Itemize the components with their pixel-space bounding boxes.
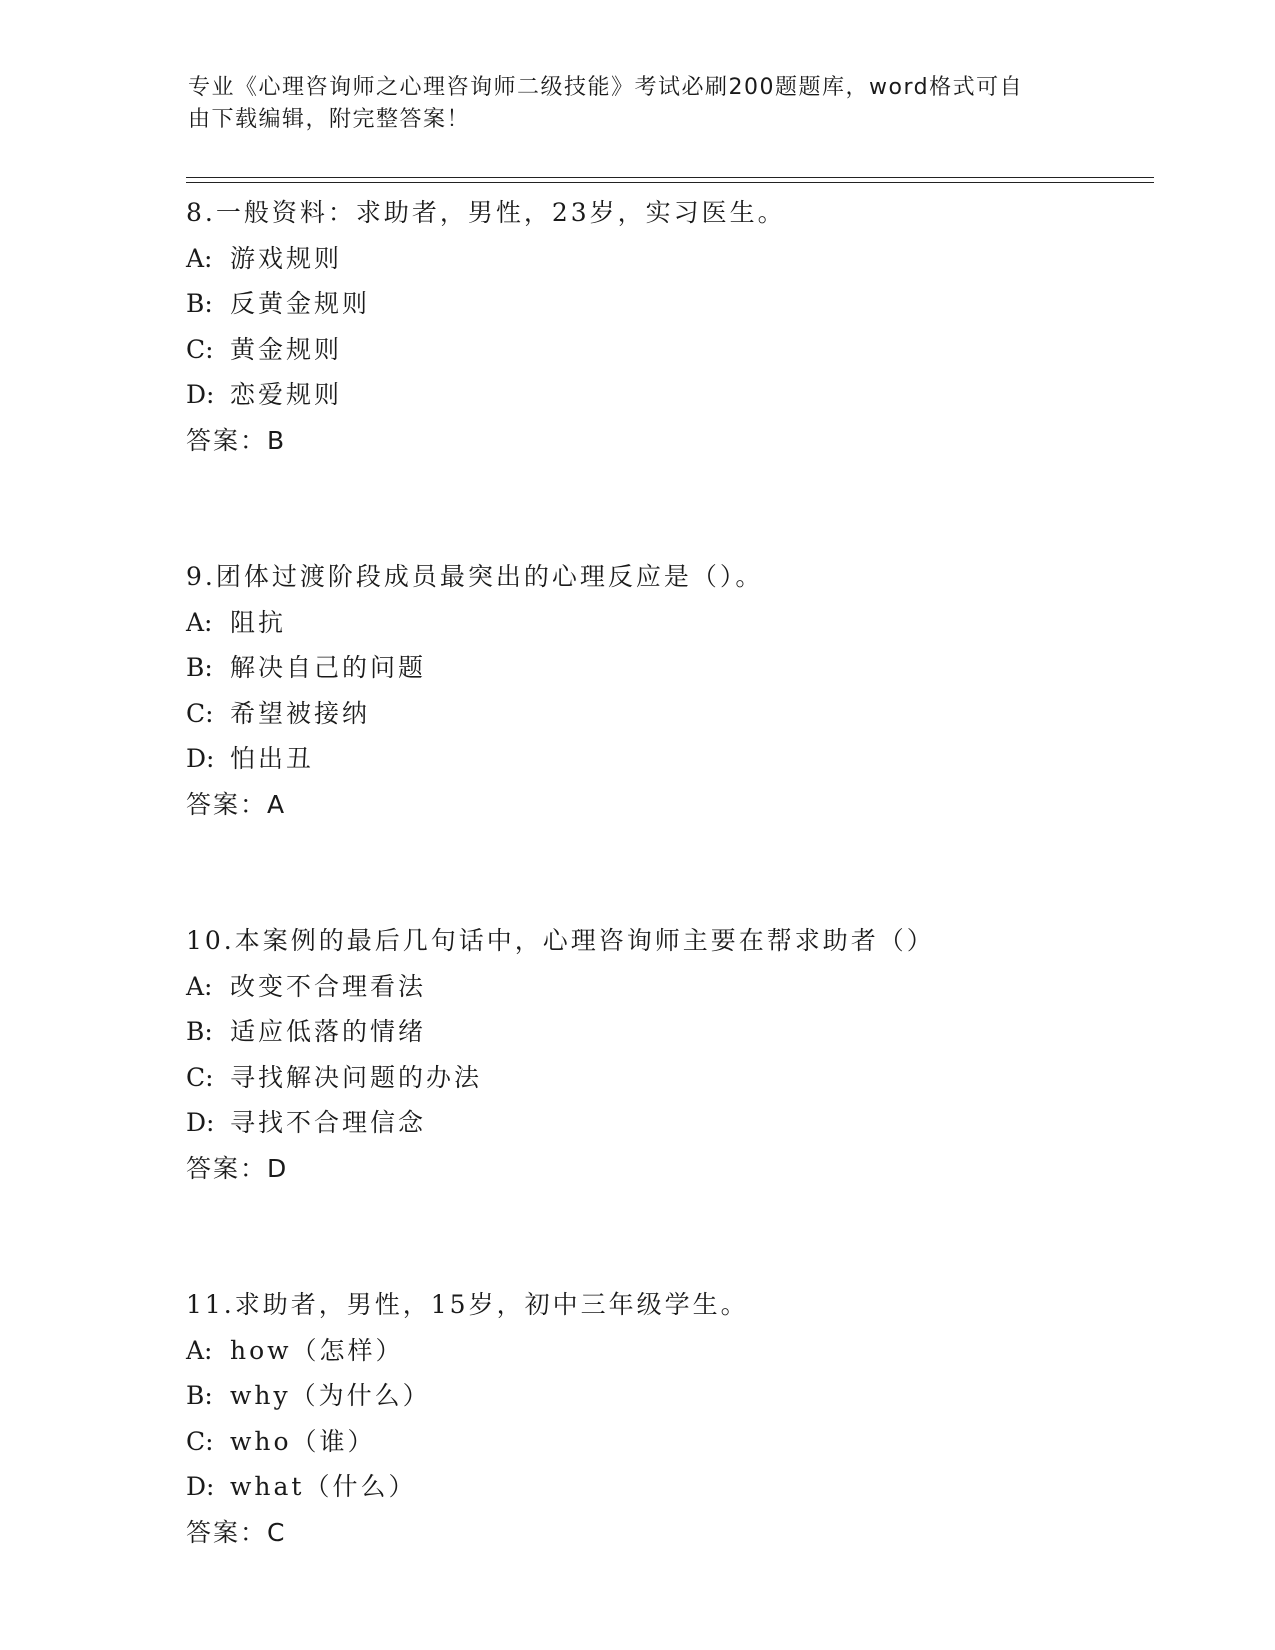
question-spacer	[186, 1191, 1146, 1282]
option-d	[186, 1100, 1146, 1146]
option-b	[186, 1373, 1146, 1419]
header-divider	[186, 177, 1154, 183]
option-text: who（谁）	[230, 1426, 376, 1456]
option-b	[186, 281, 1146, 327]
option-text: 游戏规则	[230, 243, 343, 273]
question-11	[186, 1282, 1146, 1555]
option-d	[186, 1464, 1146, 1510]
option-text: 解决自己的问题	[230, 653, 427, 682]
option-text: 阻抗	[230, 607, 287, 637]
option-text: 寻找不合理信念	[230, 1108, 427, 1137]
option-text: 怕出丑	[230, 744, 315, 773]
option-text: 黄金规则	[230, 334, 343, 364]
option-a	[186, 1328, 1146, 1374]
option-text: what（什么）	[230, 1472, 417, 1501]
answer-line: 答案：D	[186, 1153, 289, 1183]
question-stem: 10.本案例的最后几句话中，心理咨询师主要在帮求助者（）	[186, 926, 935, 955]
option-d	[186, 372, 1146, 418]
option-text: 改变不合理看法	[230, 971, 427, 1001]
question-stem: 11.求助者，男性，15岁，初中三年级学生。	[186, 1290, 749, 1319]
answer-line: 答案：B	[186, 425, 287, 455]
question-8	[186, 190, 1146, 463]
option-key: A:	[186, 607, 213, 637]
option-a	[186, 600, 1146, 646]
option-text: 寻找解决问题的办法	[230, 1062, 483, 1092]
option-key: A:	[186, 971, 213, 1001]
option-key: B:	[186, 1017, 213, 1046]
option-key: C:	[186, 1426, 214, 1456]
option-c	[186, 327, 1146, 373]
option-text: why（为什么）	[230, 1381, 431, 1410]
question-9	[186, 554, 1146, 827]
option-text: how（怎样）	[230, 1335, 404, 1365]
option-key: B:	[186, 1381, 213, 1410]
option-c	[186, 1055, 1146, 1101]
question-spacer	[186, 827, 1146, 918]
answer-line: 答案：A	[186, 789, 287, 819]
option-c	[186, 1419, 1146, 1465]
question-spacer	[186, 463, 1146, 554]
option-key: C:	[186, 334, 214, 364]
option-b	[186, 1009, 1146, 1055]
document-header	[188, 72, 1068, 136]
option-text: 适应低落的情绪	[230, 1017, 427, 1046]
option-key: D:	[186, 1108, 215, 1137]
header-line-2: 由下载编辑，附完整答案！	[188, 107, 471, 132]
option-key: B:	[186, 653, 213, 682]
question-stem: 9.团体过渡阶段成员最突出的心理反应是（）。	[186, 562, 764, 591]
option-text: 恋爱规则	[230, 380, 343, 409]
option-key: D:	[186, 1472, 215, 1501]
option-key: C:	[186, 698, 214, 728]
answer-line: 答案：C	[186, 1517, 287, 1547]
question-list	[186, 190, 1146, 1555]
option-a	[186, 236, 1146, 282]
option-key: B:	[186, 289, 213, 318]
option-key: D:	[186, 744, 215, 773]
option-text: 反黄金规则	[230, 289, 371, 318]
option-key: C:	[186, 1062, 214, 1092]
option-key: A:	[186, 1335, 213, 1365]
option-a	[186, 964, 1146, 1010]
option-key: D:	[186, 380, 215, 409]
option-c	[186, 691, 1146, 737]
option-d	[186, 736, 1146, 782]
option-b	[186, 645, 1146, 691]
option-text: 希望被接纳	[230, 698, 371, 728]
header-line-1: 专业《心理咨询师之心理咨询师二级技能》考试必刷200题题库，word格式可自	[188, 75, 1024, 100]
option-key: A:	[186, 243, 213, 273]
question-stem: 8.一般资料：求助者，男性，23岁，实习医生。	[186, 198, 786, 227]
question-10	[186, 918, 1146, 1191]
